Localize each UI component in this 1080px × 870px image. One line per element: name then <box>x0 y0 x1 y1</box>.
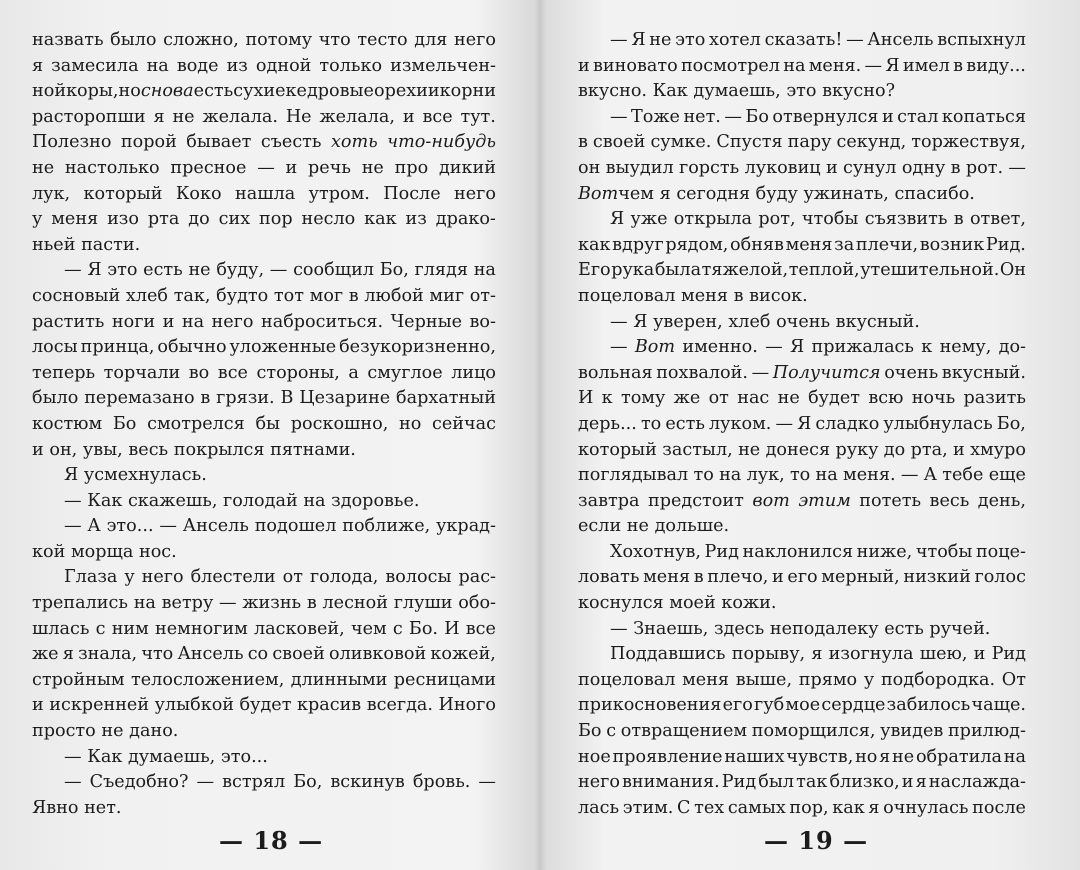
text-line: поглядывал то на лук, то на меня. — А тебе еще <box>578 465 1026 486</box>
text-line: трепались на ветру — жизнь в лесной глуши обо- <box>32 593 496 614</box>
text-line: же я знала, что Ансель со своей оливковой кожей, <box>32 644 496 665</box>
text-line: — Тоже нет. — Бо отвернулся и стал копаться <box>610 106 1026 127</box>
text-line: Глаза у него блестели от голода, волосы рас- <box>64 567 496 588</box>
text-line: — Знаешь, здесь неподалеку есть ручей. <box>610 618 991 639</box>
text-line: было перемазано в грязи. В Цезарине бархатный <box>32 388 496 409</box>
text-line: он выудил горсть луковиц и сунул одну в рот. — <box>578 157 1026 178</box>
text-line: ной коры, но снова есть сухие кедровые орехи и корни <box>32 81 496 102</box>
text-line: ное проявление наших чувств, но я не обратила на <box>578 746 1026 767</box>
text-line: коснулся моей кожи. <box>578 593 777 614</box>
text-line: лась этим. С тех самых пор, как я очнулась после <box>578 797 1026 818</box>
text-line: — Как скажешь, голодай на здоровье. <box>64 490 420 511</box>
text-line: поцеловал меня выше, прямо у подбородка. От <box>578 669 1026 690</box>
text-line: Я уже открыла рот, чтобы съязвить в ответ, <box>610 209 1026 230</box>
text-line: просто не дано. <box>32 721 179 742</box>
text-line: ловать меня в плечо, и его мерный, низкий голос <box>578 567 1026 588</box>
text-line: и он, увы, весь покрылся пятнами. <box>32 439 356 460</box>
text-line: сосновый хлеб так, будто тот мог в любой миг от- <box>32 285 496 306</box>
text-line: лук, который Коко нашла утром. После него <box>32 183 496 204</box>
text-line: Хохотнув, Рид наклонился ниже, чтобы поце- <box>610 541 1026 562</box>
text-line: дерь... то есть луком. — Я сладко улыбнулась Бо, <box>578 413 1026 434</box>
text-line: Его рука была тяжелой, теплой, утешительной. Он <box>578 260 1026 281</box>
text-line: не настолько пресное — и речь не про дикий <box>32 157 496 178</box>
text-line: — Вот именно. — Я прижалась к нему, до- <box>610 337 1026 358</box>
text-line: Полезно порой бывает съесть хоть что-нибудь <box>32 132 496 153</box>
text-line: как вдруг рядом, обняв меня за плечи, возник Рид. <box>578 234 1026 255</box>
text-line: И к тому же от нас не будет всю ночь разить <box>578 388 1026 409</box>
text-line: — Я не это хотел сказать! — Ансель вспыхнул <box>610 30 1026 50</box>
text-line: Бо с отвращением поморщился, увидев прилюд- <box>578 721 1026 742</box>
text-line: лосы принца, обычно уложенные безукоризненно, <box>32 337 496 358</box>
text-line: Явно нет. <box>32 797 122 818</box>
text-line: вкусно. Как думаешь, это вкусно? <box>578 81 895 102</box>
text-line: вольная похвалой. — Получится очень вкусный. <box>578 362 1026 383</box>
text-line: завтра предстоит вот этим потеть весь день, <box>578 490 1026 511</box>
text-line: прикосновения его губ мое сердце забилось чаще. <box>578 695 1026 716</box>
text-line: — Я это есть не буду, — сообщил Бо, глядя на <box>64 260 496 281</box>
text-line: теперь торчали во все стороны, а смуглое лицо <box>32 362 496 383</box>
text-line: — А это... — Ансель подошел поближе, украд- <box>64 516 496 537</box>
text-line: костюм Бо смотрелся бы роскошно, но сейчас <box>32 413 496 434</box>
text-line: и виновато посмотрел на меня. — Я имел в виду... <box>578 55 1026 76</box>
text-line: Поддавшись порыву, я изогнула шею, и Рид <box>610 644 1026 665</box>
right-page <box>578 28 1026 821</box>
text-line: который застыл, не донеся руку до рта, и хмуро <box>578 439 1026 460</box>
text-line: шлась с ним немногим ласковей, чем с Бо. И все <box>32 618 496 639</box>
text-line: у меня изо рта до сих пор несло как из драко- <box>32 209 496 230</box>
text-line: — Как думаешь, это... <box>64 746 268 767</box>
text-line: поцеловал меня в висок. <box>578 285 808 306</box>
text-line: Вот чем я сегодня буду ужинать, спасибо. <box>578 183 975 204</box>
text-line: кой морща нос. <box>32 541 177 562</box>
text-line: — Я уверен, хлеб очень вкусный. <box>610 311 920 332</box>
text-line: я замесила на воде из одной только измельчен- <box>32 55 496 76</box>
left-page <box>32 28 496 821</box>
text-line: ньей пасти. <box>32 234 141 255</box>
text-line: Я усмехнулась. <box>64 465 207 486</box>
page-number-right: — 19 — <box>764 826 869 855</box>
text-line: назвать было сложно, потому что тесто для него <box>32 30 496 50</box>
text-line: расторопши я не желала. Не желала, и все тут. <box>32 106 496 127</box>
text-line: в своей сумке. Спустя пару секунд, торжествуя, <box>578 132 1026 153</box>
text-line: растить ноги и на него наброситься. Черные во- <box>32 311 496 332</box>
page-number-left: — 18 — <box>219 826 324 855</box>
text-line: и искренней улыбкой будет красив всегда. Иного <box>32 695 496 716</box>
text-line: стройным телосложением, длинными ресницами <box>32 669 496 690</box>
text-line: него внимания. Рид был так близко, и я наслажда- <box>578 772 1026 793</box>
text-line: если не дольше. <box>578 516 730 537</box>
text-line: — Съедобно? — встрял Бо, вскинув бровь. — <box>64 772 496 793</box>
